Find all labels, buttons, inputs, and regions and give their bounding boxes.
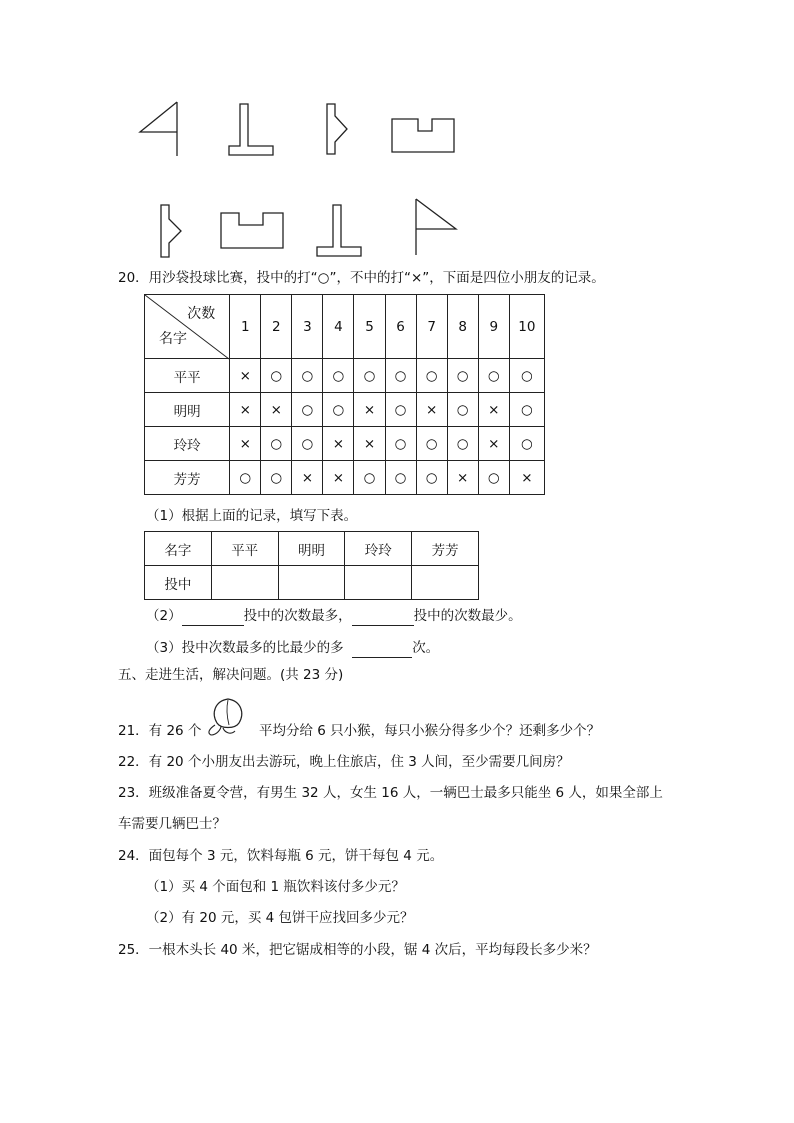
- mark-cell: ○: [447, 393, 478, 427]
- summary-header: 芳芳: [412, 532, 479, 566]
- q24-sub1: （1）买 4 个面包和 1 瓶饮料该付多少元？: [146, 879, 405, 895]
- row-name: 明明: [145, 393, 230, 427]
- shape-flag-left: [138, 100, 180, 158]
- mark-cell: ×: [323, 427, 354, 461]
- summary-header: 玲玲: [345, 532, 412, 566]
- mark-cell: ×: [230, 393, 261, 427]
- row-name: 芳芳: [145, 461, 230, 495]
- shape-bracket-right: [325, 102, 351, 156]
- section5-title: 五、走进生活，解决问题。(共 23 分): [118, 667, 344, 683]
- mark-cell: ○: [261, 461, 292, 495]
- mark-cell: ○: [416, 461, 447, 495]
- mark-cell: ×: [478, 393, 509, 427]
- answer-blank-least[interactable]: [352, 609, 414, 626]
- mark-cell: ○: [354, 461, 385, 495]
- summary-table: [144, 531, 479, 600]
- mark-cell: ×: [323, 461, 354, 495]
- mark-cell: ○: [509, 427, 544, 461]
- mark-cell: ○: [261, 427, 292, 461]
- mark-cell: ○: [323, 359, 354, 393]
- col-header: 1: [230, 295, 261, 359]
- sub2-prefix: （2）: [146, 608, 182, 624]
- col-header: 5: [354, 295, 385, 359]
- q25: 25．一根木头长 40 米，把它锯成相等的小段，锯 4 次后，平均每段长多少米？: [118, 942, 597, 958]
- shape-bracket-right-2: [159, 203, 185, 259]
- mark-cell: ×: [447, 461, 478, 495]
- mark-cell: ○: [385, 393, 416, 427]
- col-header: 9: [478, 295, 509, 359]
- peach-icon: [205, 695, 251, 737]
- q24-stem: 24．面包每个 3 元，饮料每瓶 6 元，饼干每包 4 元。: [118, 848, 444, 864]
- corner-label-name: 名字: [159, 331, 187, 347]
- record-table: [144, 294, 545, 495]
- summary-header: 平平: [211, 532, 278, 566]
- q21-prefix: 21．有 26 个: [118, 723, 202, 739]
- mark-cell: ○: [292, 393, 323, 427]
- summary-answer-cell[interactable]: [412, 566, 479, 600]
- mark-cell: ×: [292, 461, 323, 495]
- mark-cell: ×: [354, 393, 385, 427]
- mark-cell: ○: [509, 359, 544, 393]
- mark-cell: ○: [261, 359, 292, 393]
- sub2-mid: 投中的次数最多，: [243, 608, 352, 624]
- mark-cell: ×: [230, 359, 261, 393]
- sub3-end: 次。: [412, 640, 440, 656]
- col-header: 7: [416, 295, 447, 359]
- mark-cell: ×: [261, 393, 292, 427]
- mark-cell: ○: [385, 461, 416, 495]
- mark-cell: ×: [416, 393, 447, 427]
- summary-answer-cell[interactable]: [278, 566, 345, 600]
- mark-cell: ○: [385, 359, 416, 393]
- summary-answer-cell[interactable]: [345, 566, 412, 600]
- sub3-prefix: （3）投中次数最多的比最少的多: [146, 640, 344, 656]
- mark-cell: ○: [509, 393, 544, 427]
- summary-header: 明明: [278, 532, 345, 566]
- q24-sub2: （2）有 20 元，买 4 包饼干应找回多少元？: [146, 910, 414, 926]
- q21: [118, 721, 201, 741]
- corner-header-cell: [145, 295, 230, 359]
- mark-cell: ○: [385, 427, 416, 461]
- q21-suffix: 平均分给 6 只小猴，每只小猴分得多少个？还剩多少个？: [259, 723, 601, 739]
- shape-flag-right: [414, 197, 458, 257]
- mark-cell: ○: [292, 427, 323, 461]
- q20-sub2: [146, 606, 522, 626]
- sub2-end: 投中的次数最少。: [413, 608, 522, 624]
- mark-cell: ○: [478, 359, 509, 393]
- col-header: 6: [385, 295, 416, 359]
- mark-cell: ×: [478, 427, 509, 461]
- summary-row-label: 投中: [145, 566, 212, 600]
- q20-sub3: [146, 638, 439, 658]
- shape-t-inverted-2: [315, 203, 363, 259]
- col-header: 2: [261, 295, 292, 359]
- col-header: 4: [323, 295, 354, 359]
- row-name: 玲玲: [145, 427, 230, 461]
- mark-cell: ○: [416, 427, 447, 461]
- mark-cell: ○: [354, 359, 385, 393]
- q20-prompt: 20．用沙袋投球比赛，投中的打“○”，不中的打“×”，下面是四位小朋友的记录。: [118, 270, 605, 286]
- summary-answer-cell[interactable]: [211, 566, 278, 600]
- q22: 22．有 20 个小朋友出去游玩，晚上住旅店，住 3 人间，至少需要几间房？: [118, 754, 570, 770]
- mark-cell: ×: [230, 427, 261, 461]
- col-header: 3: [292, 295, 323, 359]
- row-name: 平平: [145, 359, 230, 393]
- col-header: 8: [447, 295, 478, 359]
- shape-notch-top: [390, 117, 456, 155]
- q23-line2: 车需要几辆巴士？: [118, 816, 226, 832]
- shape-t-inverted: [227, 102, 275, 158]
- mark-cell: ○: [447, 359, 478, 393]
- mark-cell: ×: [354, 427, 385, 461]
- mark-cell: ○: [323, 393, 354, 427]
- mark-cell: ○: [478, 461, 509, 495]
- mark-cell: ○: [292, 359, 323, 393]
- mark-cell: ×: [509, 461, 544, 495]
- q20-sub1: （1）根据上面的记录，填写下表。: [146, 508, 358, 524]
- mark-cell: ○: [416, 359, 447, 393]
- summary-header: 名字: [145, 532, 212, 566]
- mark-cell: ○: [447, 427, 478, 461]
- mark-cell: ○: [230, 461, 261, 495]
- col-header: 10: [509, 295, 544, 359]
- answer-blank-diff[interactable]: [352, 641, 412, 658]
- shape-notch-top-2: [219, 211, 285, 251]
- answer-blank-most[interactable]: [182, 609, 244, 626]
- q23-line1: 23．班级准备夏令营，有男生 32 人，女生 16 人，一辆巴士最多只能坐 6 人，如果全部上: [118, 785, 663, 801]
- corner-label-count: 次数: [187, 306, 216, 322]
